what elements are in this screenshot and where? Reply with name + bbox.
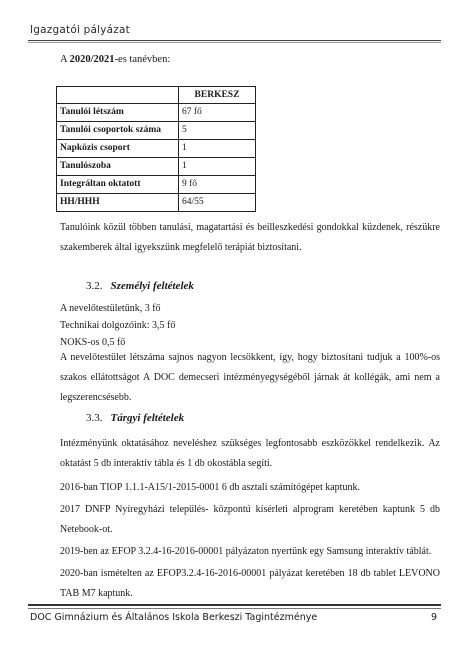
paragraph-2019: 2019-ben az EFOP 3.2.4-16-2016-00001 pályázaton nyertünk egy Samsung interaktív táblát. — [60, 546, 432, 557]
table-row — [57, 140, 256, 158]
paragraph-staff: A nevelőtestület létszáma sajnos nagyon lecsökkent, így, hogy biztosítani tudjuk a 100%-os szakos ellátottságot A DOC demecseri intézményegységéből járnak át kollégák, ami nem a legszerencsésebb. — [60, 352, 440, 403]
statistics-table — [56, 86, 256, 212]
table-row — [57, 122, 256, 140]
row-label: Tanulói létszám — [57, 104, 179, 122]
table-empty-cell — [57, 87, 179, 104]
intro-prefix: A — [60, 54, 70, 65]
row-value: 1 — [179, 158, 256, 176]
intro-year: 2020/2021 — [69, 54, 115, 65]
row-label: Napközis csoport — [57, 140, 179, 158]
row-value: 9 fő — [179, 176, 256, 194]
page-number: 9 — [430, 612, 437, 623]
row-value: 67 fő — [179, 104, 256, 122]
footer-rule-thin — [28, 608, 441, 609]
section-title: Tárgyi feltételek — [110, 412, 185, 424]
paragraph-2017: 2017 DNFP Nyíregyházi település- központú kísérleti alprogram keretében kaptunk 5 db Netebook-ot. — [60, 504, 440, 535]
personal-line: A nevelőtestületünk, 3 fő — [60, 303, 161, 314]
table-header-row — [57, 87, 256, 104]
footer-text: DOC Gimnázium és Általános Iskola Berkeszi Tagintézménye — [30, 612, 318, 623]
paragraph-2020: 2020-ban ismételten az EFOP3.2.4-16-2016-00001 pályázat keretében 18 db tablet LEVONO TAB M7 kaptunk. — [60, 568, 440, 599]
section-title: Személyi feltételek — [110, 280, 194, 292]
header-rule — [28, 40, 441, 41]
section-heading-material — [86, 412, 184, 424]
running-header: Igazgatói pályázat — [30, 24, 130, 36]
paragraph-students: Tanulóink közül többen tanulási, magatartási és beilleszkedési gondokkal küzdenek, részükre szakemberek által igyekszünk megfelelő terápiát biztosítani. — [60, 222, 440, 253]
personal-line: NOKS-os 0,5 fő — [60, 337, 126, 348]
row-label: HH/HHH — [57, 194, 179, 212]
row-value: 5 — [179, 122, 256, 140]
intro-suffix: -es tanévben: — [114, 54, 171, 65]
footer-rule — [28, 604, 441, 606]
table-row — [57, 194, 256, 212]
paragraph-2016: 2016-ban TIOP 1.1.1-A15/1-2015-0001 6 db asztali számítógépet kaptunk. — [60, 482, 360, 493]
section-number: 3.2. — [86, 280, 103, 292]
row-value: 1 — [179, 140, 256, 158]
paragraph-equipment: Intézményünk oktatásához neveléshez szükséges legfontosabb eszközökkel rendelkezik. Az oktatást 5 db interaktív tábla és 1 db okostábla segíti. — [60, 438, 440, 469]
intro-line — [60, 54, 170, 65]
row-label: Integráltan oktatott — [57, 176, 179, 194]
table-row — [57, 158, 256, 176]
section-heading-personal — [86, 280, 194, 292]
row-label: Tanulói csoportok száma — [57, 122, 179, 140]
header-rule-thin — [28, 42, 441, 43]
table-column-header: BERKESZ — [179, 87, 256, 104]
row-label: Tanulószoba — [57, 158, 179, 176]
personal-line: Technikai dolgozóink: 3,5 fő — [60, 320, 176, 331]
table-row — [57, 104, 256, 122]
section-number: 3.3. — [86, 412, 103, 424]
table-row — [57, 176, 256, 194]
row-value: 64/55 — [179, 194, 256, 212]
